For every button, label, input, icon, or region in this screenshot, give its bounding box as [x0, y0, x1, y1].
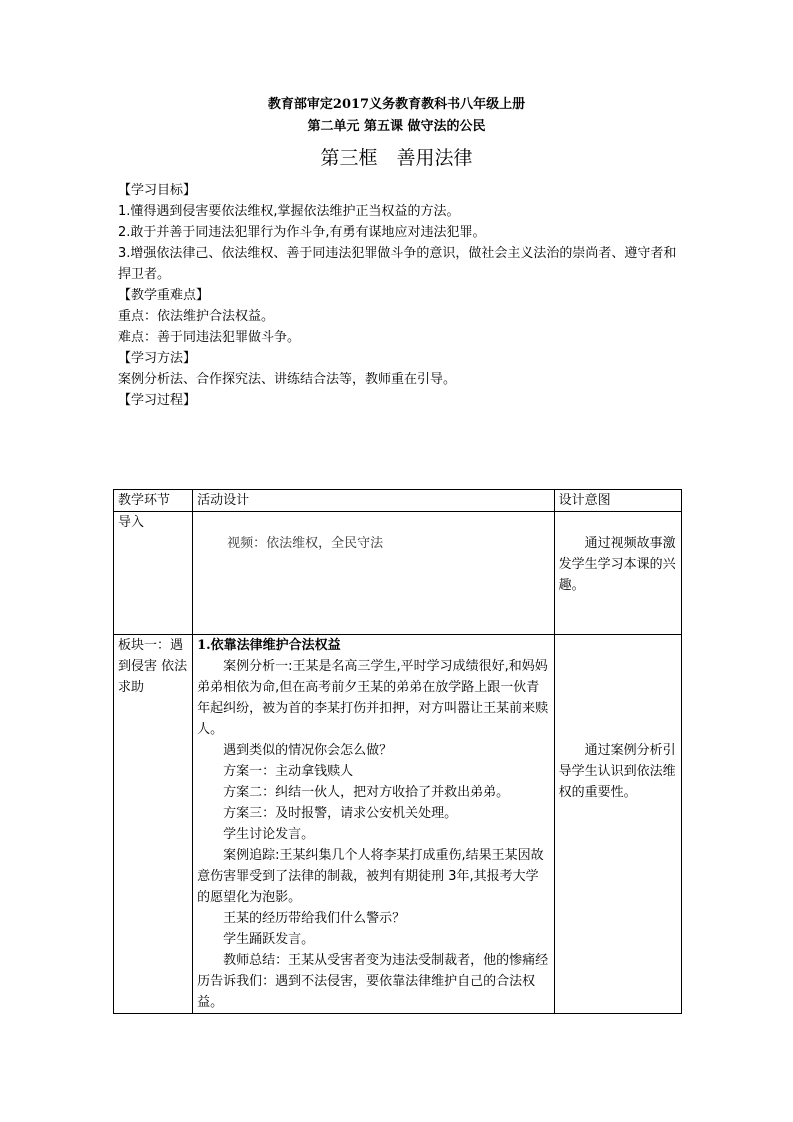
discussion-question: 遇到类似的情况你会怎么做？ [223, 743, 393, 758]
textbook-header: 教育部审定2017义务教育教科书八年级上册 [267, 97, 526, 112]
unit-lesson-header: 第二单元 第五课 做守法的公民 [307, 119, 486, 134]
block1-intent-text: 通过案例分析引导学生认识到依法维权的重要性。 [558, 743, 676, 800]
student-discussion: 学生讨论发言。 [223, 827, 315, 842]
objective-item-2: 2.敢于并善于同违法犯罪行为作斗争,有勇有谋地应对违法犯罪。 [118, 225, 486, 240]
methods-text: 案例分析法、合作探究法、讲练结合法等，教师重在引导。 [118, 372, 457, 387]
option-one: 方案一：主动拿钱赎人 [223, 764, 354, 779]
intro-activity-cell [193, 512, 555, 635]
header-stage: 教学环节 [114, 490, 193, 512]
intro-intent-cell [554, 512, 681, 635]
block1-activity-cell [193, 635, 555, 1014]
intro-video-text: 视频：依法维权，全民守法 [227, 536, 384, 551]
intro-stage: 导入 [114, 512, 193, 635]
objective-item-3: 3.增强依法律己、依法维权、善于同违法犯罪做斗争的意识，做社会主义法治的崇尚者、遵守者和捍卫者。 [118, 246, 677, 282]
intro-intent-text: 通过视频故事激发学生学习本课的兴趣。 [558, 536, 676, 593]
warning-question: 王某的经历带给我们什么警示？ [223, 911, 406, 926]
case-followup-paragraph: 案例追踪:王某纠集几个人将李某打成重伤,结果王某因故意伤害罪受到了法律的制裁，被判有期徒刑 3年,其报考大学的愿望化为泡影。 [197, 848, 544, 905]
option-two: 方案二：纠结一伙人，把对方收拾了并救出弟弟。 [223, 785, 510, 800]
objective-item-1: 1.懂得遇到侵害要依法维权,掌握依法维护正当权益的方法。 [118, 204, 460, 219]
student-response: 学生踊跃发言。 [223, 932, 315, 947]
table-row-intro [114, 512, 682, 635]
case-analysis-paragraph: 案例分析一:王某是名高三学生,平时学习成绩很好,和妈妈弟弟相依为命,但在高考前夕王某的弟弟在放学路上跟一伙青年起纠纷，被为首的李某打伤并扣押，对方叫嚣让王某前来赎人。 [197, 659, 549, 737]
table-row-block1 [114, 635, 682, 1014]
key-points-heading: 【教学重难点】 [118, 288, 210, 303]
objectives-heading: 【学习目标】 [118, 183, 197, 198]
header-activity: 活动设计 [193, 490, 555, 512]
lesson-overview [118, 180, 683, 411]
page-title: 第三框 善用法律 [320, 147, 473, 169]
key-point-difficulty: 难点：善于同违法犯罪做斗争。 [118, 330, 301, 345]
block1-stage: 板块一：遇到侵害 依法求助 [114, 635, 193, 1014]
block1-intent-cell [554, 635, 681, 1014]
block1-section-title: 1.依靠法律维护合法权益 [197, 638, 341, 653]
key-point-focus: 重点：依法维护合法权益。 [118, 309, 275, 324]
process-heading: 【学习过程】 [118, 393, 197, 408]
lesson-plan-table [113, 489, 682, 1014]
methods-heading: 【学习方法】 [118, 351, 197, 366]
table-header-row [114, 490, 682, 512]
option-three: 方案三：及时报警，请求公安机关处理。 [223, 806, 458, 821]
teacher-summary: 教师总结：王某从受害者变为违法受制裁者，他的惨痛经历告诉我们：遇到不法侵害，要依靠法律维护自己的合法权益。 [197, 953, 549, 1010]
header-intent: 设计意图 [554, 490, 681, 512]
